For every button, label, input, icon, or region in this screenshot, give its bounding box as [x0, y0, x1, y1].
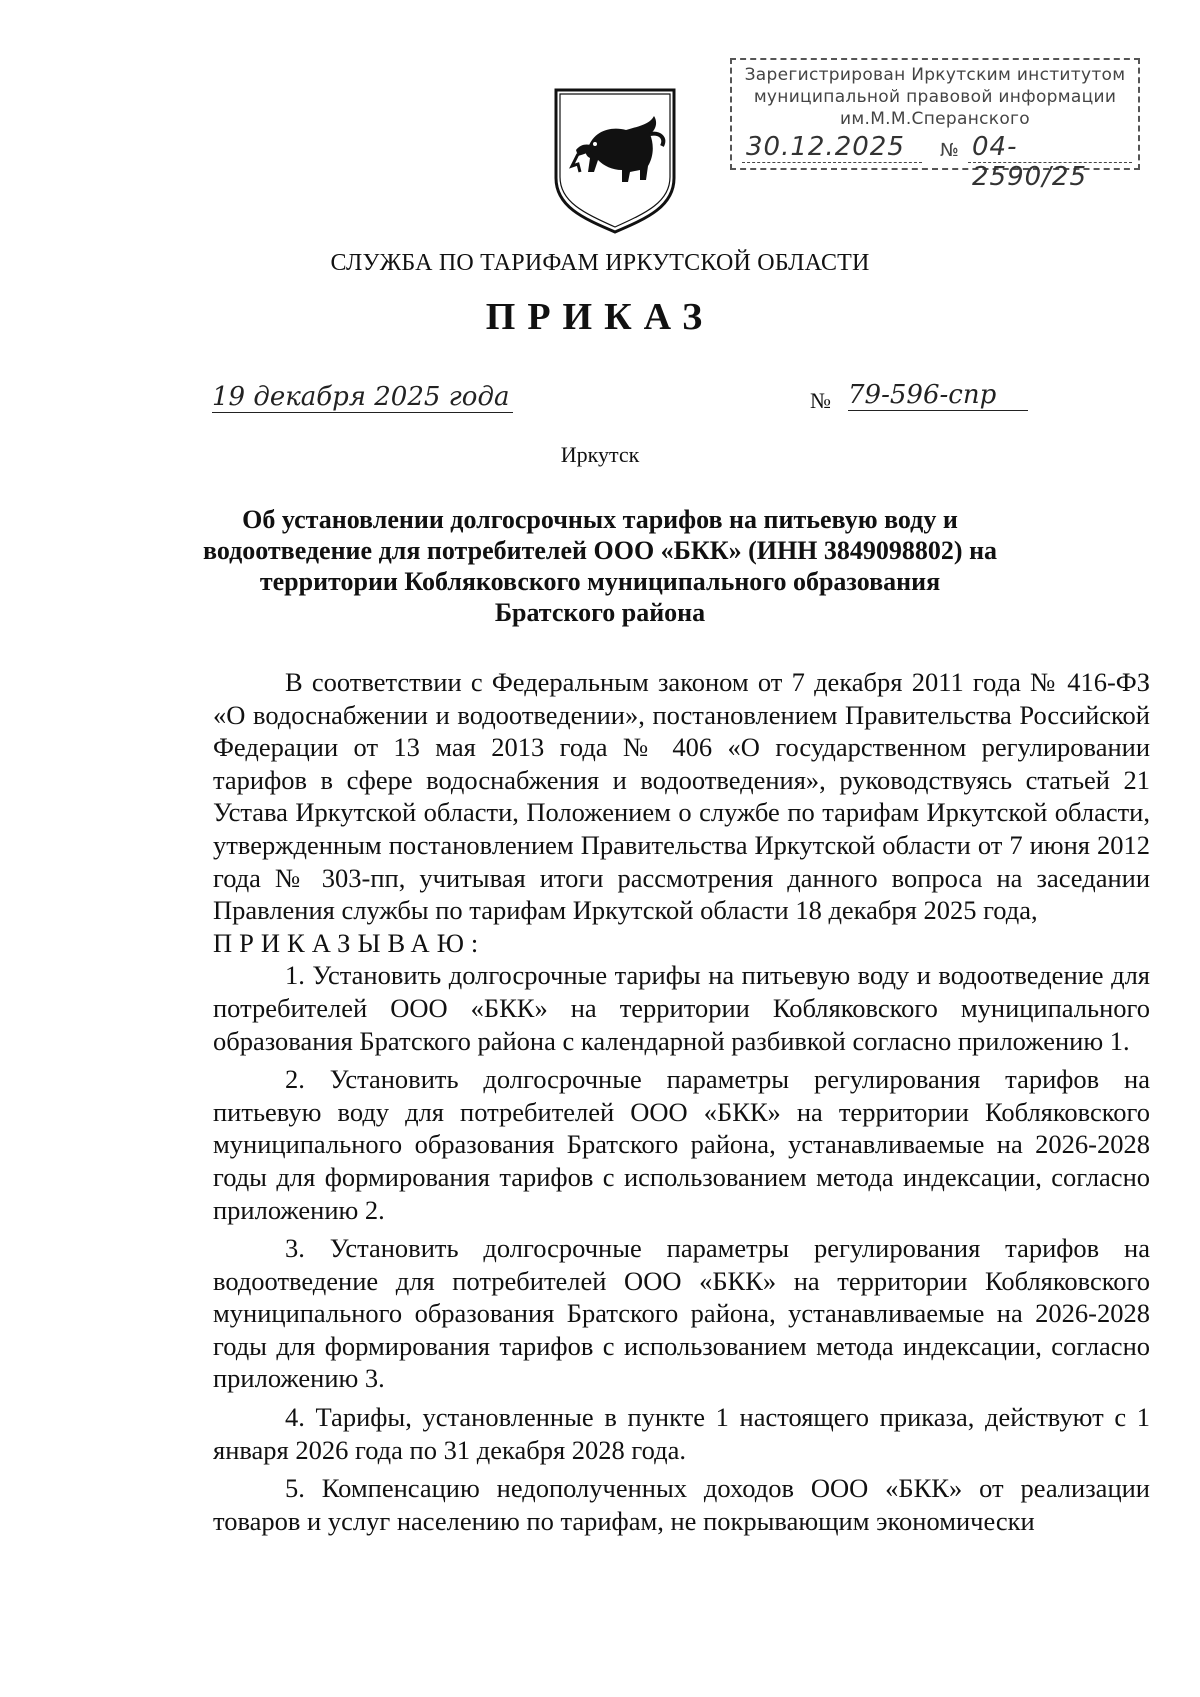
agency-name: СЛУЖБА ПО ТАРИФАМ ИРКУТСКОЙ ОБЛАСТИ [330, 250, 870, 276]
order-item-3: 3. Установить долгосрочные параметры регулирования тарифов на водоотведение для потребителей ООО «БКК» на территории Кобляковского муниципального образования Братского района, устанавливаемые на 2026-2028 годы для формирования тарифов с использованием метода индексации, согласно приложению 3. [213, 1233, 1150, 1394]
order-word: ПРИКАЗЫВАЮ: [213, 927, 486, 958]
order-item-5: 5. Компенсацию недополученных доходов ООО «БКК» от реализации товаров и услуг населению по тарифам, не покрывающим экономически [213, 1473, 1150, 1536]
city-name: Иркутск [560, 442, 640, 467]
stamp-number: 04-2590/25 [972, 132, 1088, 192]
order-item-4: 4. Тарифы, установленные в пункте 1 настоящего приказа, действуют с 1 января 2026 года по 31 декабря 2028 года. [213, 1402, 1150, 1465]
document-title [200, 504, 1000, 628]
stamp-number-label: № [940, 140, 959, 161]
order-date-handwritten: 19 декабря 2025 года [212, 382, 513, 413]
stamp-registration-row [742, 132, 1128, 192]
order-item-2: 2. Установить долгосрочные параметры регулирования тарифов на питьевую воду для потребителей ООО «БКК» на территории Кобляковского муниципального образования Братского района, устанавливаемые на 2026-2028 годы для формирования тарифов с использованием метода индексации, согласно приложению 2. [213, 1064, 1150, 1225]
registration-stamp [730, 58, 1140, 192]
stamp-date: 30.12.2025 [746, 132, 905, 162]
preamble-paragraph: В соответствии с Федеральным законом от 7 декабря 2011 года № 416-ФЗ «О водоснабжении и водоотведении», постановлением Правительства Российской Федерации от 13 мая 2013 года № 406 «О государственном регулировании тарифов в сфере водоснабжения и водоотведения», руководствуясь статьей 21 Устава Иркутской области, Положением о службе по тарифам Иркутской области, утвержденным постановлением Правительства Иркутской области от 7 июня 2012 года № 303-пп, учитывая итоги рассмотрения данного вопроса на заседании Правления службы по тарифам Иркутской области 18 декабря 2025 года, [213, 667, 1150, 926]
stamp-line-2: муниципальной правовой информации [753, 87, 1117, 107]
irkutsk-coat-of-arms-icon [550, 86, 680, 236]
title-line-3: территории Кобляковского муниципального образования [259, 567, 941, 596]
order-number-label: № [810, 388, 831, 413]
title-line-1: Об установлении долгосрочных тарифов на питьевую воду и [242, 505, 958, 534]
title-line-4: Братского района [494, 598, 706, 627]
title-line-2: водоотведение для потребителей ООО «БКК» (ИНН 3849098802) на [202, 536, 998, 565]
stamp-date-underline [742, 162, 922, 164]
stamp-number-underline [968, 162, 1132, 164]
order-item-1: 1. Установить долгосрочные тарифы на питьевую воду и водоотведение для потребителей ООО «БКК» на территории Кобляковского муниципального образования Братского района с календарной разбивкой согласно приложению 1. [213, 960, 1150, 1056]
document-type-heading: ПРИКАЗ [485, 296, 715, 338]
stamp-line-1: Зарегистрирован Иркутским институтом [744, 65, 1126, 85]
stamp-line-3: им.М.М.Сперанского [840, 109, 1030, 129]
document-body [213, 666, 1150, 1537]
order-number-handwritten: 79-596-спр [848, 380, 1028, 411]
